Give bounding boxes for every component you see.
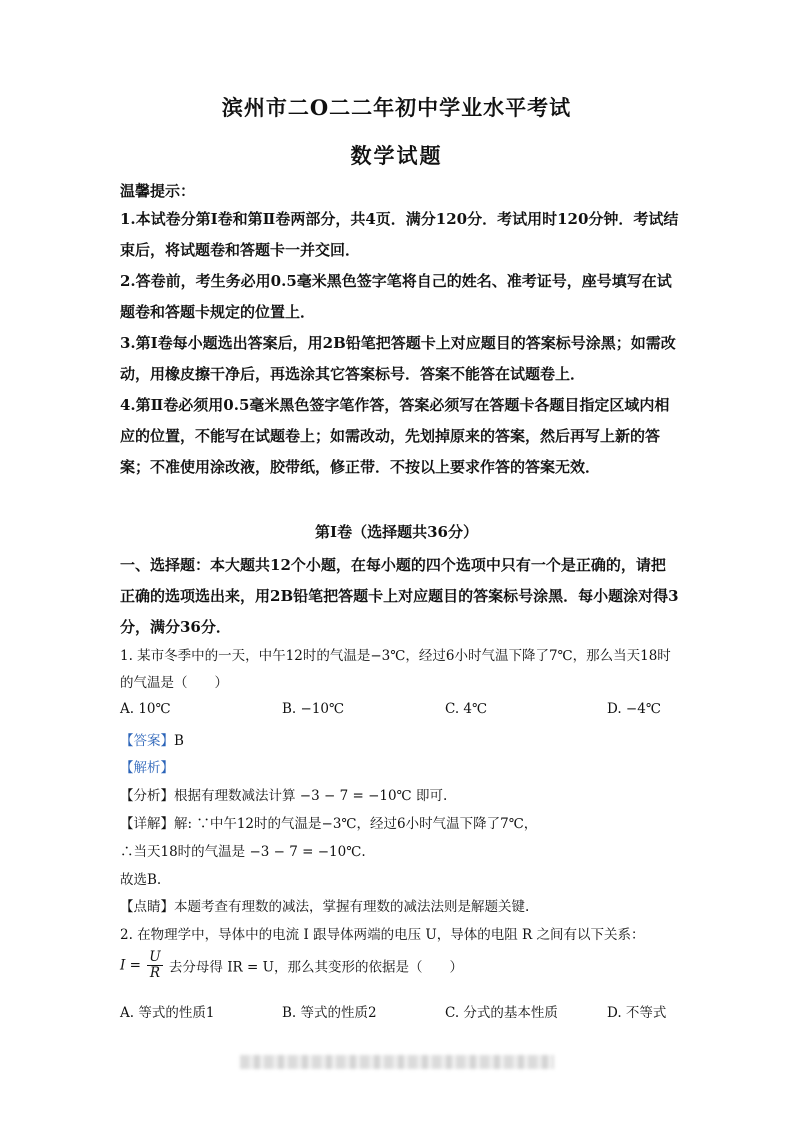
answer-value: B (174, 733, 184, 749)
xiangjie-tag: 【详解】 (120, 816, 174, 832)
q2-option-d: D. 不等式 (607, 1005, 667, 1021)
q1-xiangjie (120, 812, 680, 832)
question-2-options (120, 1001, 680, 1025)
exam-subtitle: 数学试题 (350, 143, 443, 168)
formula-fraction (147, 950, 162, 981)
blurred-footer-watermark (240, 1055, 554, 1069)
formula-rest: 去分母得 IR = U，那么其变形的依据是（ ） (168, 959, 463, 976)
q1-option-d: D. −4℃ (607, 701, 661, 717)
note-item-3: 3.第Ⅰ卷每小题选出答案后，用2B铅笔把答题卡上对应题目的答案标号涂黑；如需改动，用橡皮擦干净后，再选涂其它答案标号．答案不能答在试题卷上． (120, 334, 676, 383)
fenxi-text: 根据有理数减法计算 −3 − 7 = −10℃ 即可. (174, 788, 448, 804)
q1-option-b: B. −10℃ (282, 701, 345, 717)
q1-analysis-tag (120, 756, 680, 776)
xiangjie-text: 解: ∵中午12时的气温是−3℃，经过6小时气温下降了7℃， (174, 816, 538, 832)
question-2-formula (120, 950, 680, 990)
q2-option-a: A. 等式的性质1 (120, 1005, 215, 1021)
note-item-2: 2.答卷前，考生务必用0.5毫米黑色签字笔将自己的姓名、准考证号，座号填写在试题卷和答题卡规定的位置上． (120, 272, 672, 321)
q1-dianjing (120, 895, 680, 915)
q1-option-a: A. 10℃ (120, 701, 171, 717)
formula-numerator: U (149, 949, 161, 965)
section-title: 第Ⅰ卷（选择题共36分） (315, 523, 478, 541)
question-1-stem: 1. 某市冬季中的一天，中午12时的气温是−3℃，经过6小时气温下降了7℃，那么当天18时的气温是（ ） (120, 648, 671, 691)
formula-denominator: R (149, 965, 161, 981)
q2-option-c: C. 分式的基本性质 (445, 1005, 558, 1021)
note-item-4: 4.第Ⅱ卷必须用0.5毫米黑色签字笔作答，答案必须写在答题卡各题目指定区域内相应的位置，不能写在试题卷上；如需改动，先划掉原来的答案，然后再写上新的答案；不准使用涂改液，胶带纸，修正带．不按以上要求作答的答案无效． (120, 396, 670, 476)
q2-option-b: B. 等式的性质2 (282, 1005, 377, 1021)
answer-tag: 【答案】 (120, 733, 174, 749)
part-one-instructions: 一、选择题：本大题共12个小题，在每小题的四个选项中只有一个是正确的，请把正确的选项选出来，用2B铅笔把答题卡上对应题目的答案标号涂黑．每小题涂对得3分，满分36分． (120, 556, 679, 636)
q1-fenxi (120, 784, 680, 804)
dianjing-tag: 【点睛】 (120, 899, 174, 915)
dianjing-text: 本题考查有理数的减法，掌握有理数的减法法则是解题关键. (174, 899, 530, 915)
notes-list (120, 204, 680, 483)
question-2-stem: 2. 在物理学中，导体中的电流 I 跟导体两端的电压 U，导体的电阻 R 之间有以下关系： (120, 927, 645, 943)
q1-therefore: ∴当天18时的气温是 −3 − 7 = −10℃. (120, 844, 366, 860)
question-1-options (120, 701, 680, 725)
analysis-tag: 【解析】 (120, 760, 174, 776)
fenxi-tag: 【分析】 (120, 788, 174, 804)
note-item-1: 1.本试卷分第Ⅰ卷和第Ⅱ卷两部分，共4页．满分120分．考试用时120分钟．考试结束后，将试题卷和答题卡一并交回． (120, 210, 679, 259)
formula-lhs: I = (120, 957, 141, 974)
q1-choose: 故选B. (120, 872, 162, 888)
exam-title: 滨州市二O二二年初中学业水平考试 (221, 95, 572, 120)
q1-answer (120, 729, 680, 749)
q1-option-c: C. 4℃ (445, 701, 488, 717)
notes-heading: 温馨提示： (120, 182, 196, 200)
